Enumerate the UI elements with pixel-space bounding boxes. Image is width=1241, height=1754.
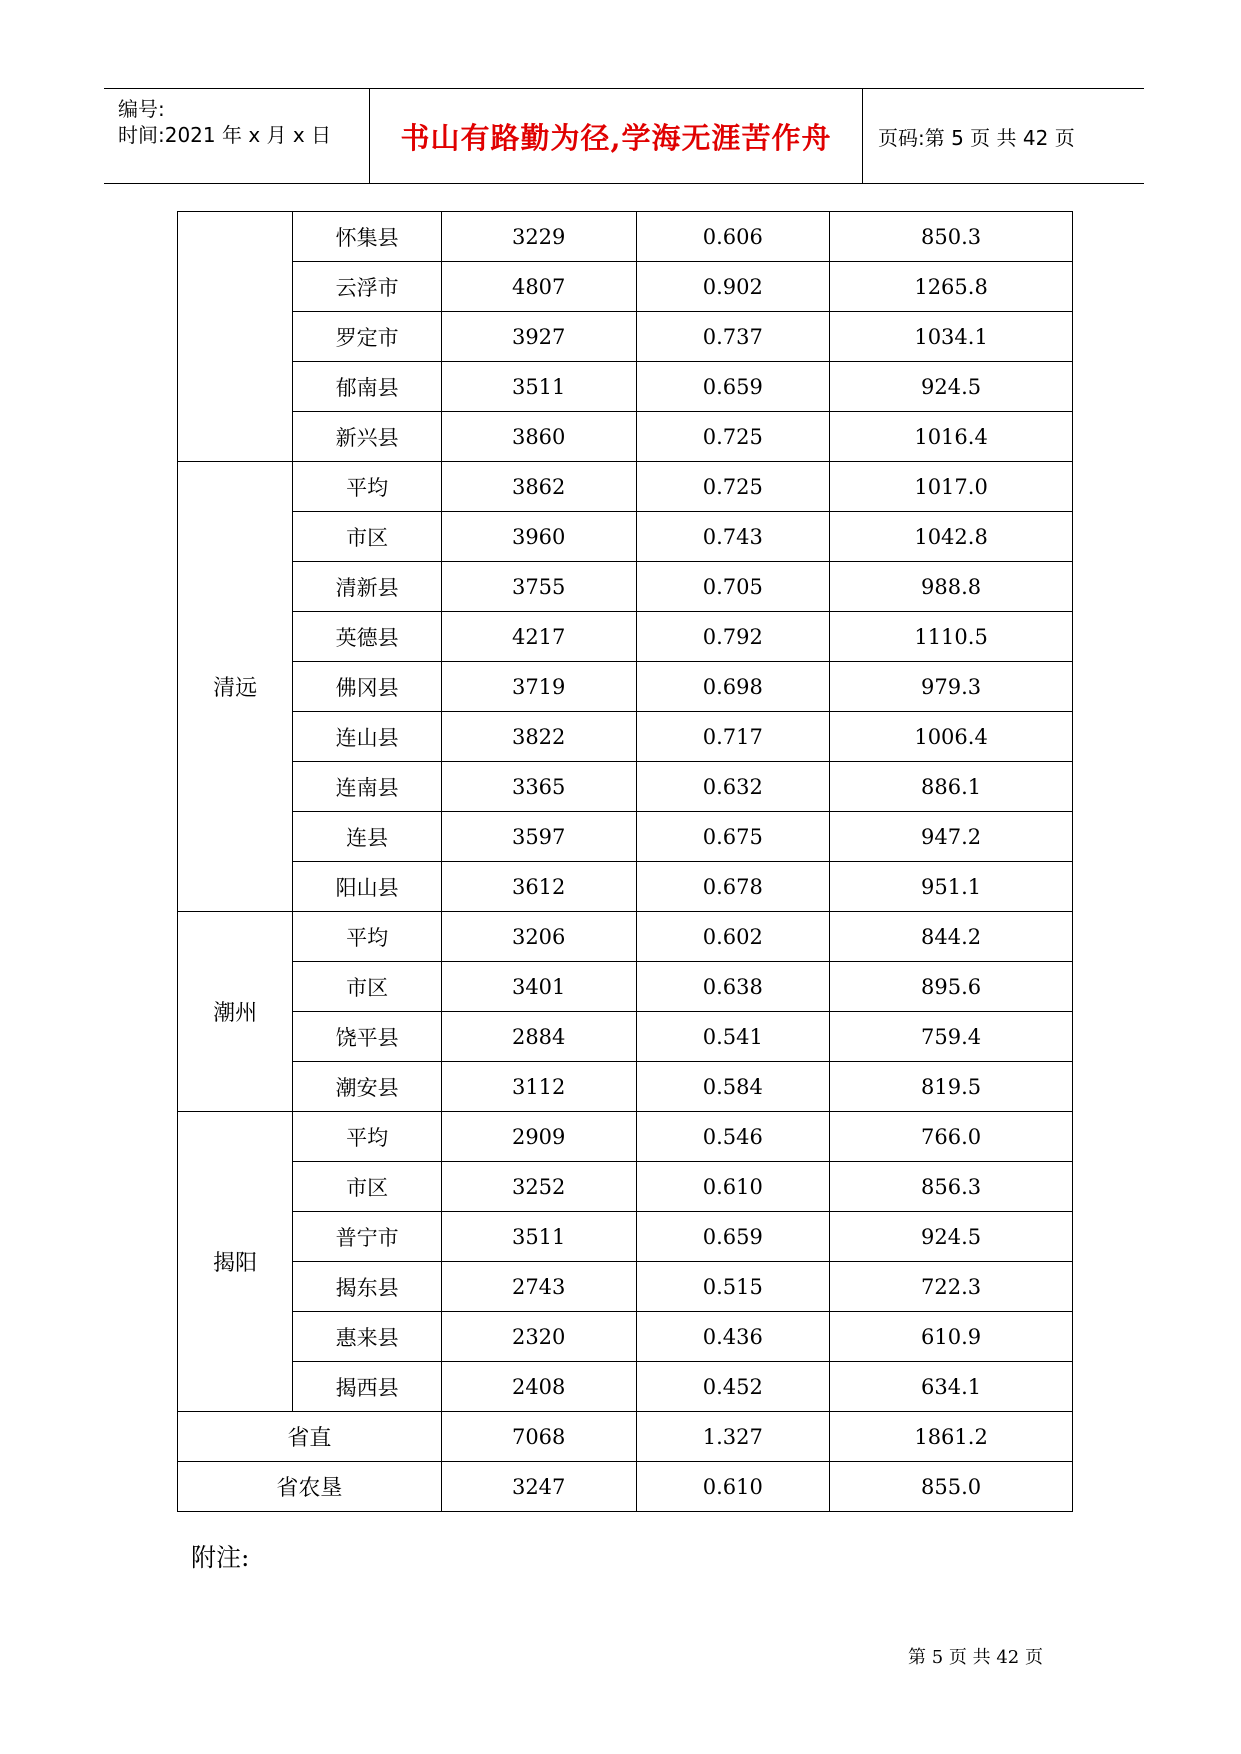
value-cell: 3822 [441, 712, 636, 762]
amount-cell: 844.2 [830, 912, 1073, 962]
value-cell: 4807 [441, 262, 636, 312]
table-row [178, 362, 1073, 412]
value-cell: 3927 [441, 312, 636, 362]
ratio-cell: 0.659 [636, 1212, 830, 1262]
region-cell: 清远 [178, 462, 293, 912]
county-cell: 佛冈县 [293, 662, 441, 712]
value-cell: 3862 [441, 462, 636, 512]
table-row [178, 1262, 1073, 1312]
value-cell: 3755 [441, 562, 636, 612]
table-row [178, 1112, 1073, 1162]
amount-cell: 722.3 [830, 1262, 1073, 1312]
page-header [104, 88, 1144, 184]
value-cell: 3597 [441, 812, 636, 862]
table-row [178, 512, 1073, 562]
ratio-cell: 0.902 [636, 262, 830, 312]
amount-cell: 1016.4 [830, 412, 1073, 462]
value-cell: 3511 [441, 362, 636, 412]
table-row [178, 962, 1073, 1012]
page-footer: 第 5 页 共 42 页 [908, 1647, 1043, 1668]
amount-cell: 924.5 [830, 362, 1073, 412]
county-cell: 惠来县 [293, 1312, 441, 1362]
county-cell: 平均 [293, 1112, 441, 1162]
value-cell: 2320 [441, 1312, 636, 1362]
county-cell: 连南县 [293, 762, 441, 812]
value-cell: 4217 [441, 612, 636, 662]
region-cell: 省农垦 [178, 1462, 442, 1512]
county-cell: 市区 [293, 512, 441, 562]
amount-cell: 924.5 [830, 1212, 1073, 1262]
value-cell: 2408 [441, 1362, 636, 1412]
amount-cell: 819.5 [830, 1062, 1073, 1112]
value-cell: 3860 [441, 412, 636, 462]
table-row [178, 312, 1073, 362]
county-cell: 市区 [293, 962, 441, 1012]
amount-cell: 1017.0 [830, 462, 1073, 512]
county-cell: 连山县 [293, 712, 441, 762]
table-row [178, 412, 1073, 462]
amount-cell: 850.3 [830, 212, 1073, 262]
ratio-cell: 0.541 [636, 1012, 830, 1062]
table-row [178, 1412, 1073, 1462]
amount-cell: 856.3 [830, 1162, 1073, 1212]
ratio-cell: 0.792 [636, 612, 830, 662]
value-cell: 2909 [441, 1112, 636, 1162]
ratio-cell: 0.725 [636, 462, 830, 512]
ratio-cell: 0.743 [636, 512, 830, 562]
value-cell: 3401 [441, 962, 636, 1012]
table-row [178, 1012, 1073, 1062]
amount-cell: 1861.2 [830, 1412, 1073, 1462]
county-cell: 揭西县 [293, 1362, 441, 1412]
value-cell: 3247 [441, 1462, 636, 1512]
value-cell: 3719 [441, 662, 636, 712]
county-cell: 英德县 [293, 612, 441, 662]
value-cell: 2884 [441, 1012, 636, 1062]
ratio-cell: 0.602 [636, 912, 830, 962]
county-cell: 市区 [293, 1162, 441, 1212]
table-row [178, 462, 1073, 512]
ratio-cell: 0.606 [636, 212, 830, 262]
amount-cell: 979.3 [830, 662, 1073, 712]
table-row [178, 1362, 1073, 1412]
table-row [178, 1212, 1073, 1262]
ratio-cell: 0.436 [636, 1312, 830, 1362]
region-cell [178, 212, 293, 462]
table-row [178, 612, 1073, 662]
table-row [178, 712, 1073, 762]
value-cell: 2743 [441, 1262, 636, 1312]
county-cell: 平均 [293, 912, 441, 962]
table-row [178, 212, 1073, 262]
region-cell: 揭阳 [178, 1112, 293, 1412]
ratio-cell: 0.610 [636, 1162, 830, 1212]
ratio-cell: 0.717 [636, 712, 830, 762]
ratio-cell: 0.698 [636, 662, 830, 712]
value-cell: 7068 [441, 1412, 636, 1462]
county-cell: 潮安县 [293, 1062, 441, 1112]
value-cell: 3511 [441, 1212, 636, 1262]
amount-cell: 610.9 [830, 1312, 1073, 1362]
ratio-cell: 0.638 [636, 962, 830, 1012]
page-code: 页码:第 5 页 共 42 页 [878, 125, 1075, 150]
ratio-cell: 0.546 [636, 1112, 830, 1162]
county-cell: 阳山县 [293, 862, 441, 912]
region-cell: 省直 [178, 1412, 442, 1462]
table-row [178, 662, 1073, 712]
table-row [178, 912, 1073, 962]
ratio-cell: 1.327 [636, 1412, 830, 1462]
value-cell: 3252 [441, 1162, 636, 1212]
region-cell: 潮州 [178, 912, 293, 1112]
county-cell: 连县 [293, 812, 441, 862]
ratio-cell: 0.584 [636, 1062, 830, 1112]
amount-cell: 1265.8 [830, 262, 1073, 312]
county-cell: 罗定市 [293, 312, 441, 362]
data-table [177, 211, 1073, 1512]
county-cell: 揭东县 [293, 1262, 441, 1312]
amount-cell: 951.1 [830, 862, 1073, 912]
amount-cell: 895.6 [830, 962, 1073, 1012]
ratio-cell: 0.737 [636, 312, 830, 362]
amount-cell: 886.1 [830, 762, 1073, 812]
table-row [178, 862, 1073, 912]
table-row [178, 1162, 1073, 1212]
amount-cell: 759.4 [830, 1012, 1073, 1062]
amount-cell: 766.0 [830, 1112, 1073, 1162]
county-cell: 饶平县 [293, 1012, 441, 1062]
ratio-cell: 0.632 [636, 762, 830, 812]
table-row [178, 812, 1073, 862]
county-cell: 云浮市 [293, 262, 441, 312]
ratio-cell: 0.725 [636, 412, 830, 462]
county-cell: 怀集县 [293, 212, 441, 262]
amount-cell: 1110.5 [830, 612, 1073, 662]
ratio-cell: 0.659 [636, 362, 830, 412]
table-row [178, 1312, 1073, 1362]
time-label: 时间:2021 年 x 月 x 日 [118, 123, 332, 147]
amount-cell: 1034.1 [830, 312, 1073, 362]
motto: 书山有路勤为径,学海无涯苦作舟 [370, 89, 863, 183]
table-row [178, 562, 1073, 612]
county-cell: 平均 [293, 462, 441, 512]
serial-label: 编号: [118, 97, 165, 121]
amount-cell: 1006.4 [830, 712, 1073, 762]
value-cell: 3112 [441, 1062, 636, 1112]
amount-cell: 855.0 [830, 1462, 1073, 1512]
header-left-cell [104, 89, 370, 183]
amount-cell: 988.8 [830, 562, 1073, 612]
ratio-cell: 0.515 [636, 1262, 830, 1312]
county-cell: 新兴县 [293, 412, 441, 462]
value-cell: 3960 [441, 512, 636, 562]
ratio-cell: 0.675 [636, 812, 830, 862]
ratio-cell: 0.705 [636, 562, 830, 612]
value-cell: 3206 [441, 912, 636, 962]
ratio-cell: 0.610 [636, 1462, 830, 1512]
table-row [178, 762, 1073, 812]
value-cell: 3365 [441, 762, 636, 812]
county-cell: 普宁市 [293, 1212, 441, 1262]
county-cell: 清新县 [293, 562, 441, 612]
county-cell: 郁南县 [293, 362, 441, 412]
table-row [178, 262, 1073, 312]
value-cell: 3229 [441, 212, 636, 262]
value-cell: 3612 [441, 862, 636, 912]
ratio-cell: 0.452 [636, 1362, 830, 1412]
table-row [178, 1062, 1073, 1112]
amount-cell: 634.1 [830, 1362, 1073, 1412]
note-label: 附注: [191, 1543, 250, 1572]
table-row [178, 1462, 1073, 1512]
amount-cell: 1042.8 [830, 512, 1073, 562]
ratio-cell: 0.678 [636, 862, 830, 912]
amount-cell: 947.2 [830, 812, 1073, 862]
